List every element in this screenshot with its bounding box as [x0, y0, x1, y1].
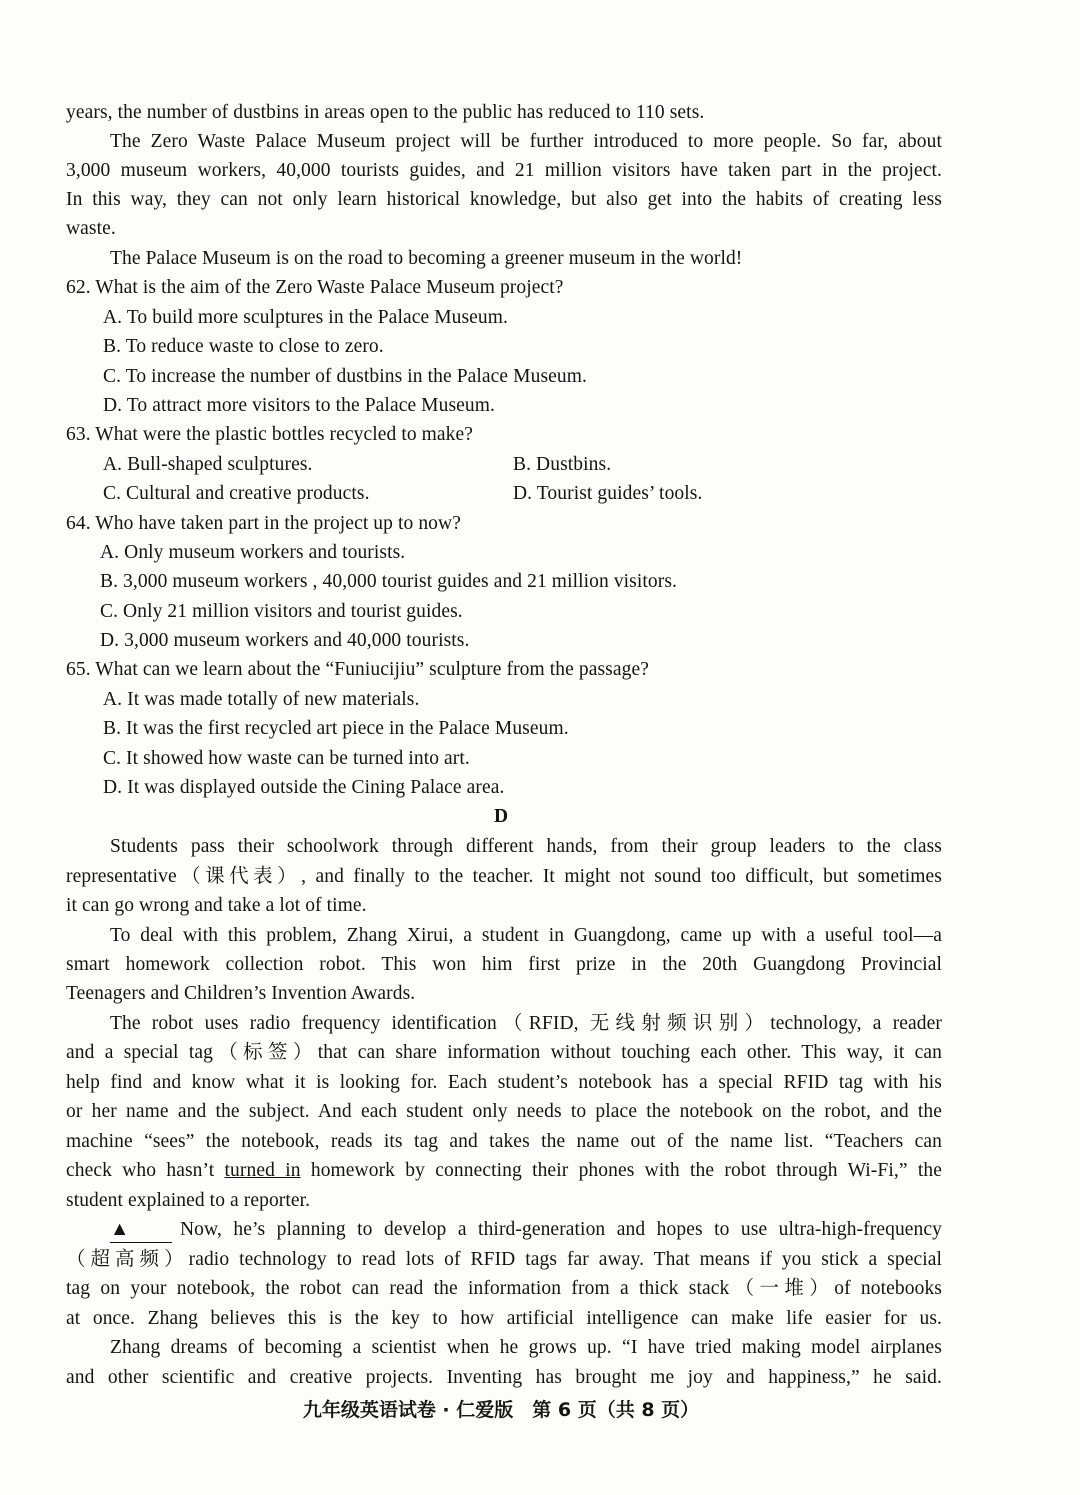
answer-option: B. To reduce waste to close to zero. [103, 336, 384, 357]
passage-d-p1-line: it can go wrong and take a lot of time. [66, 895, 367, 916]
answer-option: A. It was made totally of new materials. [103, 689, 420, 710]
answer-option: D. Tourist guides’ tools. [513, 483, 703, 504]
passage-d-p4-line: （超高频）radio technology to read lots of RFID tags far away. That means if you stick a special [66, 1249, 942, 1270]
text-segment: homework by connecting their phones with the robot through Wi-Fi,” the [300, 1160, 942, 1181]
passage-d-p3-line: or her name and the subject. And each student only needs to place the notebook on the robot, and the [66, 1101, 942, 1122]
answer-option: B. It was the first recycled art piece in the Palace Museum. [103, 718, 569, 739]
passage-d-p4-line: at once. Zhang believes this is the key to how artificial intelligence can make life easier for us. [66, 1308, 942, 1329]
answer-option: C. It showed how waste can be turned into art. [103, 748, 470, 769]
passage-c-p2-line: The Zero Waste Palace Museum project will be further introduced to more people. So far, about [110, 131, 942, 152]
passage-d-p3-line: and a special tag（标签）that can share information without touching each other. This way, it can [66, 1042, 942, 1063]
passage-d-p4-line [110, 1215, 942, 1244]
passage-d-p5-line: and other scientific and creative projects. Inventing has brought me joy and happiness,” he said. [66, 1367, 942, 1388]
section-heading: D [493, 806, 509, 827]
passage-d-p3-line: student explained to a reporter. [66, 1190, 311, 1211]
passage-d-p1-line: Students pass their schoolwork through different hands, from their group leaders to the class [110, 836, 942, 857]
answer-option: C. Only 21 million visitors and tourist guides. [100, 601, 463, 622]
passage-d-p3-line: machine “sees” the notebook, reads its tag and takes the name out of the name list. “Teachers can [66, 1131, 942, 1152]
page-footer: 九年级英语试卷 · 仁爱版 第 6 页（共 8 页） [302, 1399, 700, 1421]
answer-option: D. It was displayed outside the Cining Palace area. [103, 777, 505, 798]
passage-d-p4-line: tag on your notebook, the robot can read the information from a thick stack（一堆）of notebooks [66, 1278, 942, 1299]
answer-option: C. To increase the number of dustbins in the Palace Museum. [103, 366, 587, 387]
passage-d-p3-line [66, 1156, 942, 1185]
underlined-phrase: turned in [224, 1160, 301, 1181]
answer-option: A. Bull-shaped sculptures. [103, 454, 313, 475]
answer-blank: ▲ [110, 1218, 172, 1243]
passage-d-p1-line: representative（课代表）, and finally to the teacher. It might not sound too difficult, but sometimes [66, 866, 942, 887]
passage-c-p2-line: 3,000 museum workers, 40,000 tourists guides, and 21 million visitors have taken part in the project. [66, 160, 942, 181]
passage-d-p3-line: The robot uses radio frequency identification（RFID, 无线射频识别）technology, a reader [110, 1013, 942, 1034]
passage-d-p2-line: To deal with this problem, Zhang Xirui, a student in Guangdong, came up with a useful tool—a [110, 925, 942, 946]
passage-d-p2-line: smart homework collection robot. This won him first prize in the 20th Guangdong Provincial [66, 954, 942, 975]
answer-option: B. 3,000 museum workers , 40,000 tourist guides and 21 million visitors. [100, 571, 678, 592]
answer-option: C. Cultural and creative products. [103, 483, 370, 504]
answer-option: B. Dustbins. [513, 454, 612, 475]
answer-option: A. To build more sculptures in the Palace Museum. [103, 307, 509, 328]
passage-d-p5-line: Zhang dreams of becoming a scientist when he grows up. “I have tried making model airplanes [110, 1337, 942, 1358]
passage-d-p2-line: Teenagers and Children’s Invention Awards. [66, 983, 416, 1004]
answer-option: D. 3,000 museum workers and 40,000 tourists. [100, 630, 470, 651]
text-segment: Now, he’s planning to develop a third-generation and hopes to use ultra-high-frequency [180, 1219, 942, 1240]
passage-c-p1-end: years, the number of dustbins in areas open to the public has reduced to 110 sets. [66, 102, 705, 123]
answer-option: D. To attract more visitors to the Palace Museum. [103, 395, 496, 416]
passage-d-p3-line: help find and know what it is looking for. Each student’s notebook has a special RFID tag with his [66, 1072, 942, 1093]
question-stem: 64. Who have taken part in the project up to now? [66, 513, 461, 534]
answer-option: A. Only museum workers and tourists. [100, 542, 406, 563]
passage-c-p2-line: In this way, they can not only learn historical knowledge, but also get into the habits of creating less [66, 189, 942, 210]
question-stem: 63. What were the plastic bottles recycled to make? [66, 424, 474, 445]
question-stem: 62. What is the aim of the Zero Waste Palace Museum project? [66, 277, 564, 298]
question-stem: 65. What can we learn about the “Funiucijiu” sculpture from the passage? [66, 659, 649, 680]
text-segment: check who hasn’t [66, 1160, 225, 1181]
passage-c-p3: The Palace Museum is on the road to becoming a greener museum in the world! [110, 248, 743, 269]
passage-c-p2-line: waste. [66, 218, 116, 239]
